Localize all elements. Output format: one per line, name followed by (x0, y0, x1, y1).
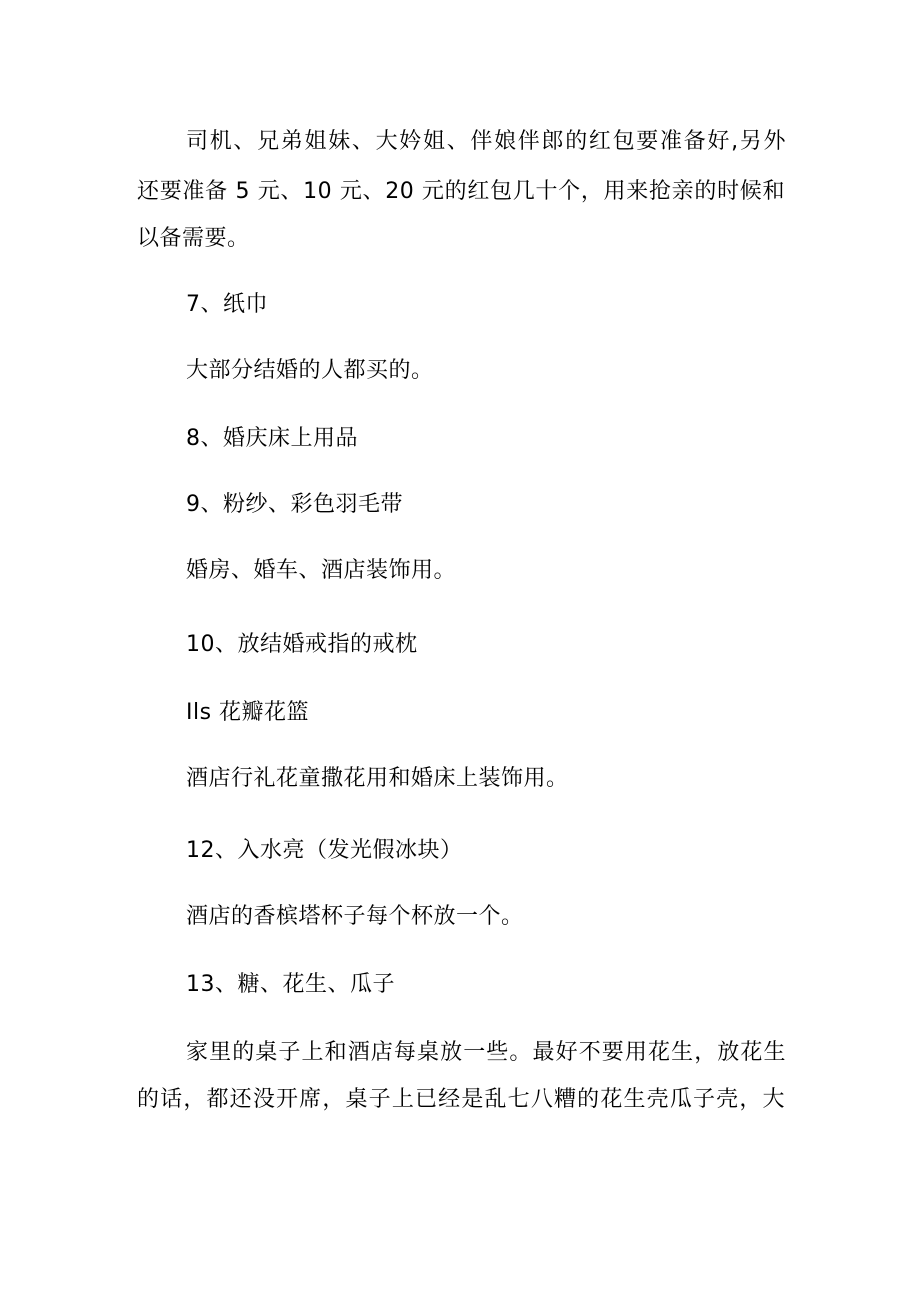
item-description: 婚房、婚车、酒店装饰用。 (186, 558, 457, 583)
paragraph-line: 以备需要。 (137, 226, 250, 251)
item-heading: Ils 花瓣花篮 (186, 700, 310, 725)
item-heading: 12、入水亮（发光假冰块） (186, 838, 463, 863)
item-heading: 7、纸巾 (186, 292, 268, 317)
item-heading: 8、婚庆床上用品 (186, 426, 358, 451)
item-heading: 10、放结婚戒指的戒枕 (186, 632, 418, 657)
paragraph-line: 家里的桌子上和酒店每桌放一些。最好不要用花生，放花生 (186, 1040, 786, 1065)
paragraph-line: 司机、兄弟姐妹、大妗姐、伴娘伴郎的红包要准备好,另外 (186, 129, 786, 154)
paragraph-line: 的话，都还没开席，桌子上已经是乱七八糟的花生壳瓜子壳，大 (137, 1087, 785, 1112)
item-description: 酒店的香槟塔杯子每个杯放一个。 (186, 904, 524, 929)
item-heading: 9、粉纱、彩色羽毛带 (186, 492, 403, 517)
item-heading: 13、糖、花生、瓜子 (186, 972, 395, 997)
item-description: 酒店行礼花童撒花用和婚床上装饰用。 (186, 766, 569, 791)
item-description: 大部分结婚的人都买的。 (186, 358, 434, 383)
paragraph-line: 还要准备 5 元、10 元、20 元的红包几十个，用来抢亲的时候和 (137, 179, 785, 204)
